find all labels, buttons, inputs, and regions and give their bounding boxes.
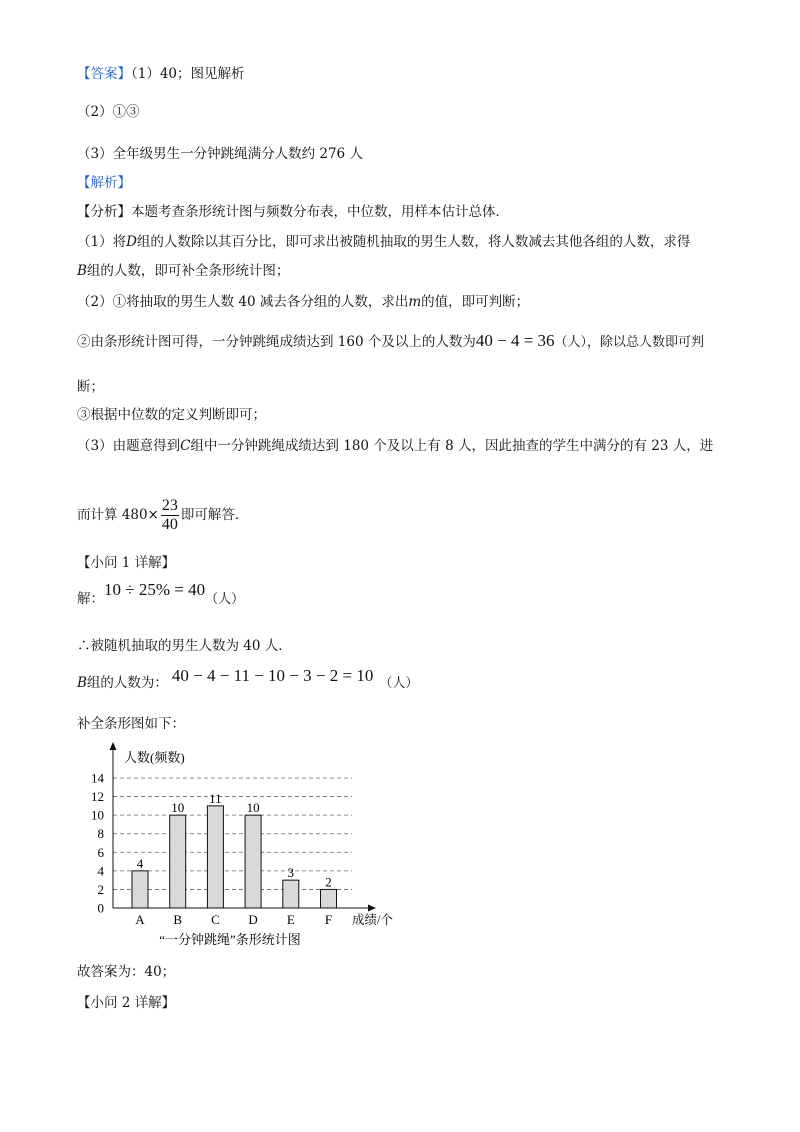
analysis-summary: 【分析】本题考查条形统计图与频数分布表，中位数，用样本估计总体． — [77, 204, 509, 220]
variable: m — [408, 294, 422, 310]
text-segment: 组的人数为： — [86, 675, 168, 691]
x-tick-label: E — [286, 912, 295, 927]
variable: C — [180, 438, 191, 454]
bar — [283, 880, 299, 908]
x-tick-label: F — [324, 912, 333, 927]
x-tick-label: A — [135, 912, 145, 927]
bar — [245, 815, 261, 908]
data-label: 11 — [209, 790, 222, 806]
answer-part-2: （2）①③ — [77, 104, 140, 120]
text-segment: 组的人数除以其百分比，即可求出被随机抽取的男生人数，将人数减去其他各组的人数，求得 — [136, 234, 691, 250]
answer-line: 故答案为：40； — [77, 964, 176, 980]
math-expression: 40 − 4 − 11 − 10 − 3 − 2 = 10 — [171, 666, 374, 685]
fraction — [161, 497, 179, 534]
analysis-step-1b — [77, 261, 289, 281]
data-label: 2 — [325, 874, 332, 890]
analysis-step-2c: ③根据中位数的定义判断即可； — [77, 407, 266, 423]
text-segment: （3）由题意得到 — [77, 438, 181, 454]
variable: B — [77, 675, 87, 691]
y-tick-label: 6 — [97, 844, 104, 860]
y-tick-label: 10 — [91, 807, 104, 823]
x-axis-label: 成绩/个 — [352, 913, 393, 927]
bars — [132, 806, 337, 908]
math-expression: 40 − 4 = 36 — [475, 331, 555, 350]
y-tick-label: 12 — [91, 789, 104, 805]
x-tick-labels — [135, 912, 332, 927]
y-tick-label: 8 — [97, 826, 104, 842]
variable: B — [77, 263, 87, 279]
y-tick-label: 4 — [97, 863, 104, 879]
chart-title: “一分钟跳绳”条形统计图 — [159, 932, 301, 947]
detail-1-solution — [77, 580, 245, 610]
chart-axes — [110, 742, 377, 912]
y-tick-labels — [91, 771, 105, 916]
y-tick-label: 14 — [91, 770, 104, 786]
data-label: 10 — [171, 800, 185, 816]
unit-label: （人） — [379, 676, 419, 691]
bar — [170, 815, 186, 908]
analysis-step-2a — [77, 292, 529, 312]
therefore-line: ∴被随机抽取的男生人数为 40 人． — [77, 638, 292, 654]
chart-grid — [113, 778, 352, 889]
fraction-numerator: 23 — [161, 497, 178, 514]
y-axis-arrow-icon — [110, 742, 117, 750]
data-label: 4 — [136, 855, 144, 871]
bar — [207, 806, 223, 908]
analysis-step-2b — [77, 331, 704, 353]
analysis-tag: 【解析】 — [77, 175, 131, 191]
text-segment: 组中一分钟跳绳成绩达到 180 个及以上有 8 人，因此抽查的学生中满分的有 23 人，进 — [190, 438, 714, 454]
text-segment: ②由条形统计图可得，一分钟跳绳成绩达到 160 个及以上的人数为 — [77, 334, 476, 350]
text-segment: （1）将 — [77, 234, 127, 250]
text-segment: 而计算 480× — [77, 507, 159, 523]
answer-part-1: （1）40；图见解析 — [131, 66, 245, 82]
text-segment: （人），除以总人数即可判 — [554, 335, 705, 350]
math-expression: 10 ÷ 25% = 40 — [104, 580, 206, 599]
x-tick-label: D — [248, 912, 258, 927]
detail-1-heading: 【小问 1 详解】 — [77, 555, 176, 571]
detail-2-heading: 【小问 2 详解】 — [77, 995, 176, 1011]
analysis-step-3a — [77, 436, 713, 456]
text-segment: 组的人数，即可补全条形统计图； — [86, 263, 290, 279]
unit-label: （人） — [205, 592, 245, 607]
b-group-line — [77, 666, 419, 694]
bar-chart — [80, 740, 420, 952]
text-segment: 的值，即可判断； — [421, 294, 530, 310]
bar — [321, 889, 337, 908]
data-label: 10 — [246, 800, 260, 816]
x-tick-label: C — [211, 912, 220, 927]
analysis-step-3b — [77, 494, 248, 536]
fraction-denominator: 40 — [161, 516, 178, 533]
x-axis-arrow-icon — [368, 905, 376, 912]
text-segment: 即可解答． — [180, 507, 249, 523]
analysis-step-2b-cont: 断； — [77, 379, 104, 395]
text-segment: （2）①将抽取的男生人数 40 减去各分组的人数，求出 — [77, 294, 409, 310]
y-axis-label: 人数(频数) — [124, 750, 185, 765]
bar — [132, 871, 148, 908]
data-label: 3 — [287, 865, 295, 881]
x-tick-label: B — [173, 912, 183, 927]
analysis-step-1a — [77, 232, 690, 252]
answer-part-3: （3）全年级男生一分钟跳绳满分人数约 276 人 — [77, 146, 363, 162]
answer-tag: 【答案】 — [77, 66, 131, 82]
variable: D — [126, 234, 137, 250]
data-labels — [137, 791, 332, 890]
complete-chart-line: 补全条形图如下： — [77, 716, 185, 732]
y-tick-label: 2 — [97, 881, 104, 897]
y-tick-label: 0 — [97, 900, 104, 916]
text-segment: 解： — [77, 591, 104, 607]
answer-line-1 — [77, 64, 245, 84]
